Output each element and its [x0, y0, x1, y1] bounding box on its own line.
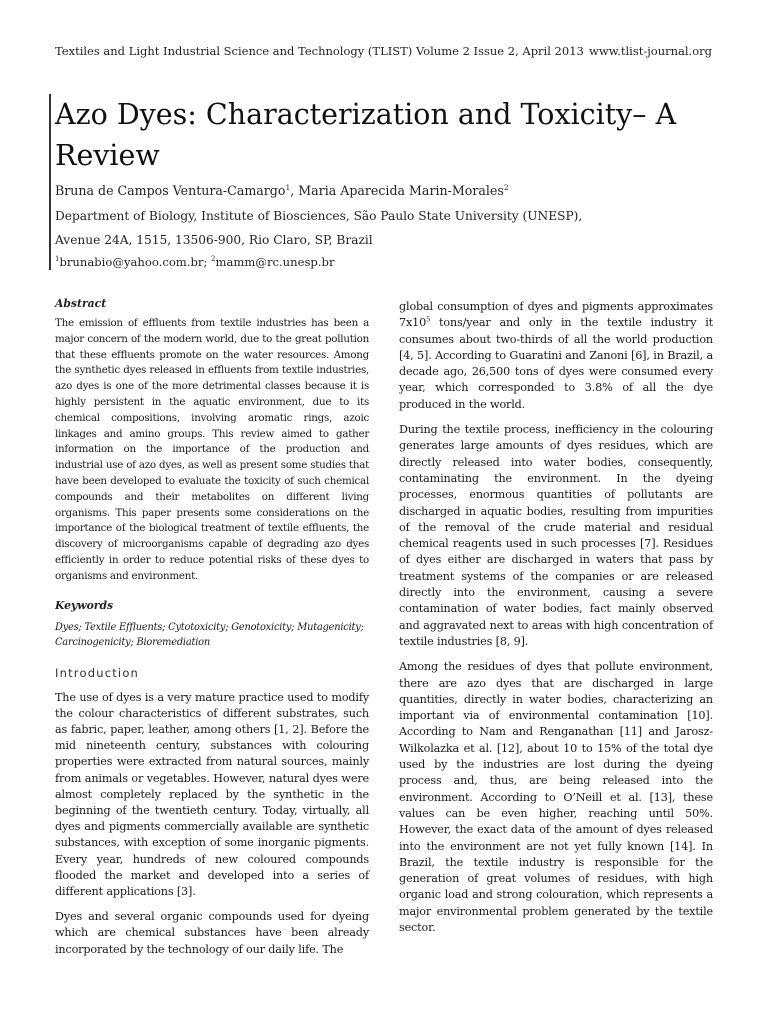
author-1: Bruna de Campos Ventura-Camargo	[55, 183, 286, 198]
journal-name: Textiles and Light Industrial Science and Technology (TLIST) Volume 2 Issue 2, April 2013	[55, 44, 584, 58]
paper-title: Azo Dyes: Characterization and Toxicity– A Review	[55, 98, 677, 172]
journal-website: www.tlist-journal.org	[589, 44, 712, 58]
abstract-text: The emission of effluents from textile industries has been a major concern of the modern world, due to the great pollution that these effluents promote on the water resources. Among the synthetic dyes released in effluents from textile industries, azo dyes is one of the more detrimental classes because it is highly persistent in the aquatic environment, due to its chemical compositions, involving aromatic rings, azoic linkages and amino groups. This review aimed to gather information on the importance of the production and industrial use of azo dyes, as well as present some studies that have been developed to evaluate the toxicity of such chemical compounds and their metabolites on different living organisms. This paper presents some considerations on the importance of the biological treatment of textile effluents, the discovery of microorganisms capable of degrading azo dyes efficiently in order to reduce potential risks of these dyes to organisms and environment.	[55, 317, 369, 582]
authors	[55, 183, 509, 198]
email-1-sup: 1	[55, 255, 60, 264]
right-column	[399, 299, 713, 945]
keywords-text: Dyes; Textile Effluents; Cytotoxicity; Genotoxicity; Mutagenicity; Carcinogenicity; Bioremediation	[55, 621, 364, 648]
email-2: mamm@rc.unesp.br	[215, 255, 335, 269]
intro-paragraph-4: During the textile process, inefficiency in the colouring generates large amounts of dyes residues, which are directly released into water bodies, consequently, contaminating the environment. In the dyeing processes, enormous quantities of pollutants are discharged in aquatic bodies, resulting from impurities of the removal of the crude material and residual chemical reagents used in such processes [7]. Residues of dyes either are discharged in waters that pass by treatment systems of the companies or are released directly into the environment, causing a severe contamination of water bodies, fact mainly observed and aggravated next to areas with high concentration of textile industries [8, 9].	[399, 423, 713, 648]
email-2-sup: 2	[211, 255, 216, 264]
introduction-heading: Introduction	[55, 665, 140, 680]
abstract-heading: Abstract	[55, 297, 107, 310]
left-column	[55, 297, 369, 967]
keywords-heading: Keywords	[55, 598, 114, 612]
author-emails	[55, 255, 335, 269]
email-1: brunabio@yahoo.com.br;	[59, 255, 212, 269]
intro-paragraph-2: Dyes and several organic compounds used for dyeing which are chemical substances have been already incorporated by the technology of our daily life. The	[55, 910, 369, 956]
running-header	[55, 44, 712, 58]
intro-paragraph-1: The use of dyes is a very mature practice used to modify the colour characteristics of different substrates, such as fabric, paper, leather, among others [1, 2]. Before the mid nineteenth century, substances with colouring properties were extracted from natural sources, mainly from animals or vegetables. However, natural dyes were almost completely replaced by the synthetic in the beginning of the twentieth century. Today, virtually, all dyes and pigments commercially available are synthetic substances, with exception of some inorganic pigments. Every year, hundreds of new coloured compounds flooded the market and developed into a series of different applications [3].	[55, 690, 369, 898]
author-separator: ,	[290, 183, 299, 198]
affiliation-line-1: Department of Biology, Institute of Biosciences, São Paulo State University (UNESP),	[55, 209, 583, 223]
intro-paragraph-3	[399, 299, 713, 413]
author-1-sup: 1	[285, 182, 291, 192]
para3-post: tons/year and only in the textile industry it consumes about two-thirds of all the world production [4, 5]. According to Guaratini and Zanoni [6], in Brazil, a decade ago, 26,500 tons of dyes were consumed every year, which corresponded to 3.8% of all the dye produced in the world.	[399, 316, 713, 411]
affiliation-line-2: Avenue 24A, 1515, 13506-900, Rio Claro, SP, Brazil	[55, 233, 373, 247]
intro-paragraph-5: Among the residues of dyes that pollute environment, there are azo dyes that are discharged in large quantities, directly in water bodies, characterizing an important via of environmental contamination [10]. According to Nam and Renganathan [11] and Jarosz-Wilkolazka et al. [12], about 10 to 15% of the total dye used by the industries are lost during the dyeing process and, thus, are being released into the environment. According to O’Neill et al. [13], these values can be even higher, reaching until 50%. However, the exact data of the amount of dyes released into the environment are not yet fully known [14]. In Brazil, the textile industry is responsible for the generation of great volumes of residues, with high organic load and strong colouration, which represents a major environmental problem generated by the textile sector.	[399, 660, 713, 934]
para3-pre: global consumption of dyes and pigments approximates 7x10	[399, 300, 713, 330]
author-2-sup: 2	[503, 182, 509, 192]
title-rule	[49, 94, 51, 270]
para3-sup: 5	[426, 315, 431, 324]
author-2: Maria Aparecida Marin-Morales	[298, 183, 504, 198]
